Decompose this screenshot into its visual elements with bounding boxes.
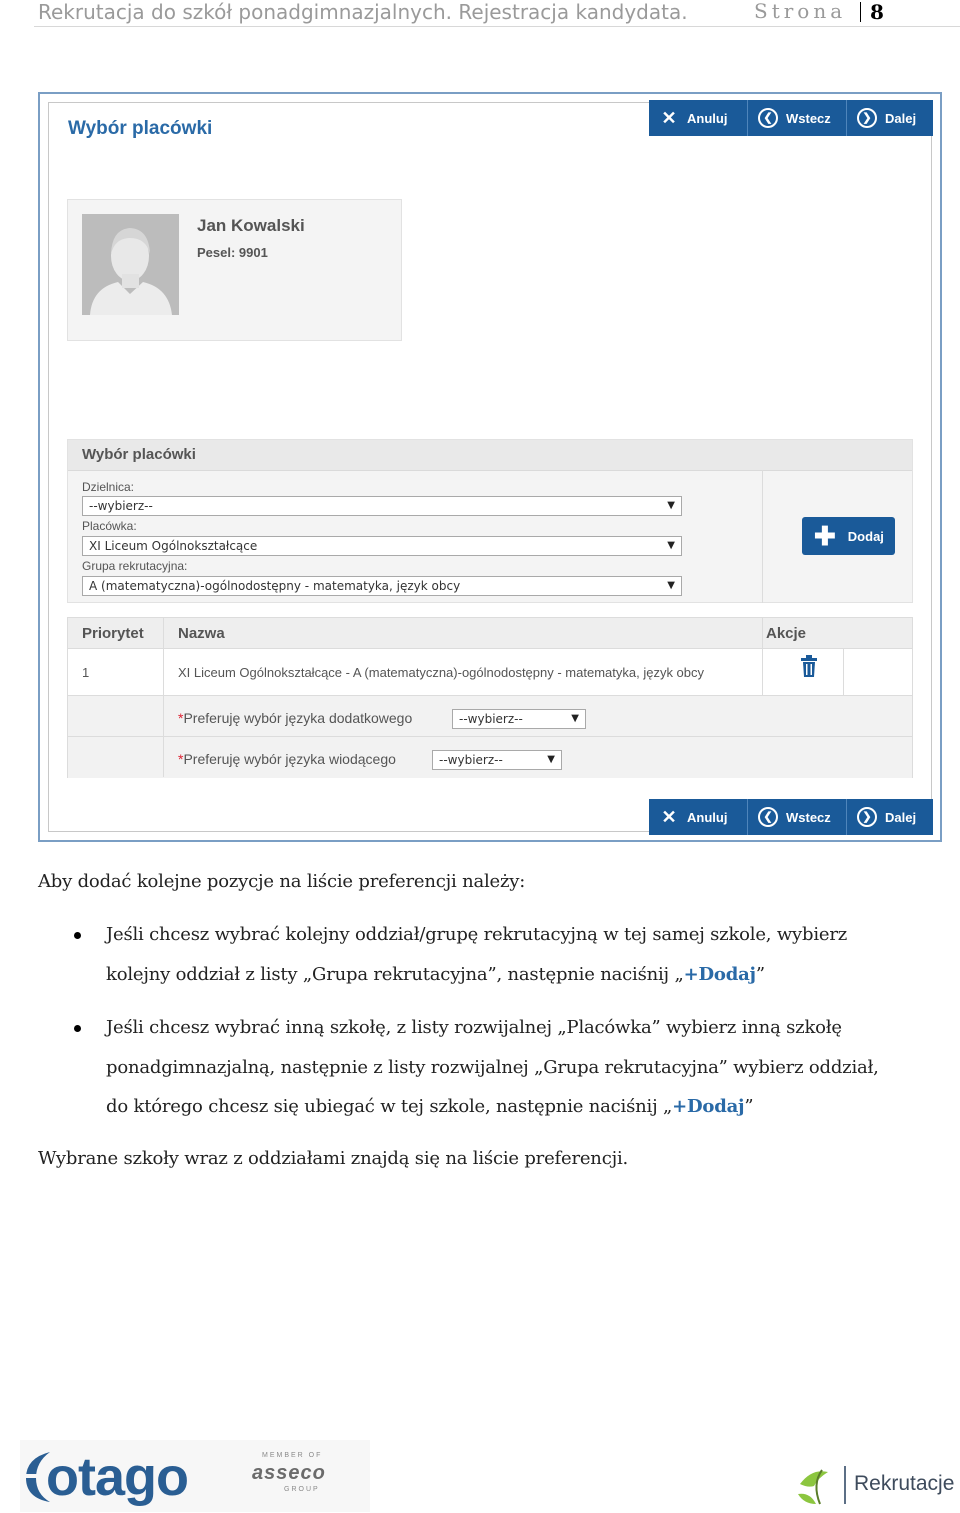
column-divider <box>762 618 763 695</box>
district-select[interactable] <box>82 496 682 516</box>
column-header-actions: Akcje <box>766 625 807 642</box>
bullet1-line2-text: kolejny oddział z listy „Grupa rekrutacyjna”, następnie naciśnij „ <box>106 964 684 985</box>
additional-language-label <box>178 710 412 726</box>
top-nav-bar <box>649 100 933 136</box>
page-label: Strona <box>754 0 847 23</box>
bullet2-line2: ponadgimnazjalną, następnie z listy rozwijalnej „Grupa rekrutacyjna” wybierz oddział, <box>106 1057 879 1078</box>
district-label: Dzielnica: <box>82 480 135 494</box>
additional-language-select[interactable] <box>452 709 586 729</box>
add-button-label: Dodaj <box>847 528 884 544</box>
required-mark: * <box>178 710 184 726</box>
district-select-value: --wybierz-- <box>89 499 153 513</box>
bullet-dot <box>74 1025 81 1032</box>
add-button[interactable] <box>802 517 895 555</box>
candidate-pesel: Pesel: 9901 <box>197 245 268 260</box>
rekrutacje-divider <box>844 1466 846 1504</box>
cancel-button[interactable] <box>649 799 747 835</box>
chevron-down-icon: ▼ <box>667 540 675 551</box>
bullet-dot <box>74 932 81 939</box>
back-arrow-icon: ❮ <box>758 108 778 128</box>
leading-language-select[interactable] <box>432 750 562 770</box>
row-divider <box>68 736 912 737</box>
avatar <box>82 214 179 315</box>
next-button[interactable] <box>846 799 933 835</box>
close-icon: ✕ <box>661 107 677 128</box>
back-label: Wstecz <box>786 809 831 825</box>
bullet1-line1: Jeśli chcesz wybrać kolejny oddział/grupę rekrutacyjną w tej samej szkole, wybierz <box>106 924 848 945</box>
chevron-down-icon: ▼ <box>571 713 579 724</box>
bullet2-line1: Jeśli chcesz wybrać inną szkołę, z listy rozwijalnej „Placówka” wybierz inną szkołę <box>106 1017 842 1038</box>
bullet2-line3-text: do którego chcesz się ubiegać w tej szkole, następnie naciśnij „ <box>106 1096 673 1117</box>
next-button[interactable] <box>846 100 933 136</box>
plus-icon: ✚ <box>814 521 836 551</box>
bullet2-end-quote: ” <box>744 1096 754 1117</box>
rekrutacje-logo-text: Rekrutacje <box>854 1472 955 1495</box>
school-select-value: XI Liceum Ogólnokształcące <box>89 539 258 553</box>
chevron-down-icon: ▼ <box>667 500 675 511</box>
back-arrow-icon: ❮ <box>758 807 778 827</box>
row-priority: 1 <box>82 665 90 680</box>
header-rule <box>34 26 960 27</box>
group-select[interactable] <box>82 576 682 596</box>
selection-form-title: Wybór placówki <box>82 446 196 463</box>
school-label: Placówka: <box>82 519 137 533</box>
page-title: Wybór placówki <box>68 118 213 139</box>
intro-paragraph: Aby dodać kolejne pozycje na liście preferencji należy: <box>38 871 526 892</box>
back-label: Wstecz <box>786 110 831 126</box>
leading-language-value: --wybierz-- <box>439 753 503 767</box>
candidate-name: Jan Kowalski <box>197 216 305 235</box>
rekrutacje-leaf-icon <box>794 1464 834 1511</box>
back-button[interactable] <box>747 100 846 136</box>
additional-language-value: --wybierz-- <box>459 712 523 726</box>
otago-logo-text: otago <box>46 1447 188 1507</box>
page-number: 8 <box>870 0 884 24</box>
bullet1-add-highlight: +Dodaj <box>683 964 756 985</box>
chevron-down-icon: ▼ <box>667 580 675 591</box>
group-label: Grupa rekrutacyjna: <box>82 559 188 573</box>
bullet1-line2 <box>106 955 765 995</box>
bullet1-end-quote: ” <box>755 964 765 985</box>
column-header-name: Nazwa <box>178 625 225 642</box>
column-divider <box>843 648 844 695</box>
close-icon: ✕ <box>661 806 677 827</box>
column-divider <box>163 695 164 777</box>
back-button[interactable] <box>747 799 846 835</box>
asseco-member-of: MEMBER OF <box>262 1452 323 1459</box>
user-silhouette-icon <box>82 214 179 315</box>
next-label: Dalej <box>885 110 917 126</box>
leading-language-label <box>178 751 396 767</box>
header-separator <box>860 2 861 22</box>
bullet2-add-highlight: +Dodaj <box>672 1096 745 1117</box>
column-header-priority: Priorytet <box>82 625 144 642</box>
cancel-button[interactable] <box>649 100 747 136</box>
required-mark: * <box>178 751 184 767</box>
next-label: Dalej <box>885 809 917 825</box>
document-header-title: Rekrutacja do szkół ponadgimnazjalnych. Rejestracja kandydata. <box>38 0 688 24</box>
asseco-group: GROUP <box>284 1486 320 1493</box>
cancel-label: Anuluj <box>687 809 728 825</box>
row-school-name: XI Liceum Ogólnokształcące - A (matematyczna)-ogólnodostępny - matematyka, język obcy <box>178 665 705 680</box>
school-select[interactable] <box>82 536 682 556</box>
outro-paragraph: Wybrane szkoły wraz z oddziałami znajdą się na liście preferencji. <box>38 1148 629 1169</box>
bottom-nav-bar <box>649 799 933 835</box>
group-select-value: A (matematyczna)-ogólnodostępny - matematyka, język obcy <box>89 579 461 593</box>
leading-language-text: Preferuję wybór języka wiodącego <box>183 751 396 767</box>
chevron-down-icon: ▼ <box>547 754 555 765</box>
bullet2-line3 <box>106 1087 753 1127</box>
next-arrow-icon: ❯ <box>857 108 877 128</box>
delete-trash-icon[interactable] <box>799 654 819 678</box>
form-divider <box>762 470 763 603</box>
cancel-label: Anuluj <box>687 110 728 126</box>
next-arrow-icon: ❯ <box>857 807 877 827</box>
asseco-logo-text: asseco <box>252 1462 326 1484</box>
additional-language-text: Preferuję wybór języka dodatkowego <box>183 710 413 726</box>
